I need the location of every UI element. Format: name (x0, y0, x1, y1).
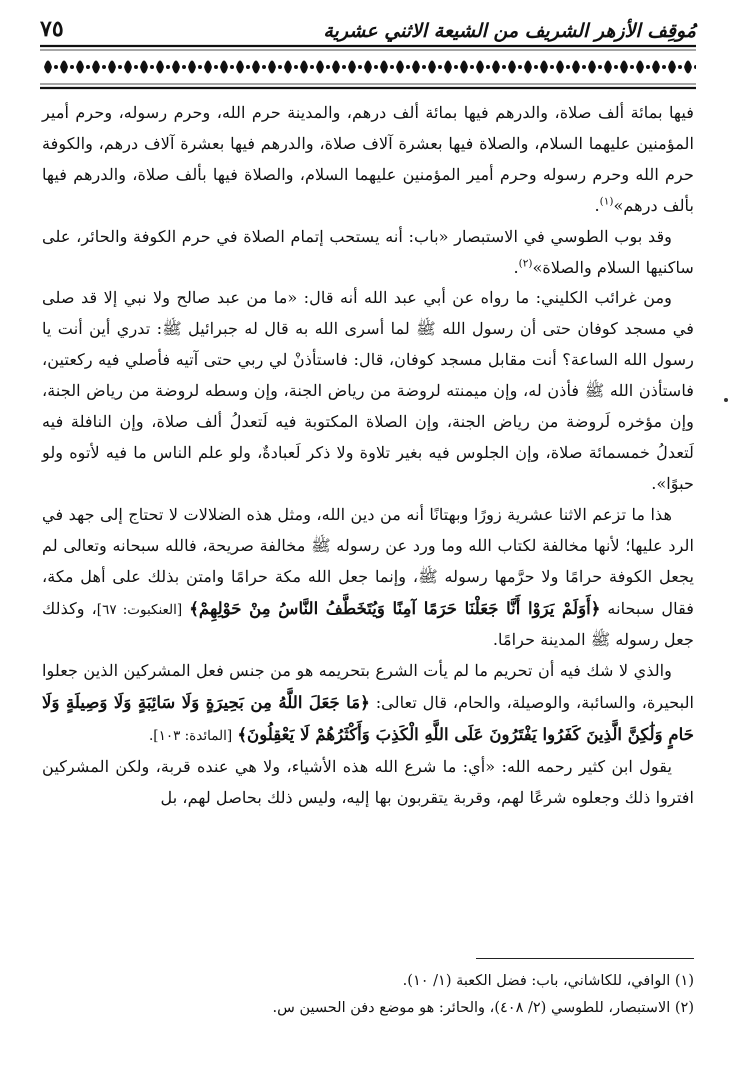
running-title: مُوقِف الأزهر الشريف من الشيعة الاثني عشرية (323, 20, 696, 42)
paragraph-5-text: والذي لا شك فيه أن تحريم ما لم يأت الشرع بتحريمه هو من جنس فعل المشركين الذين جعلوا البحيرة، والسائبة، والوصيلة، والحام، قال تعالى: (42, 661, 694, 713)
paragraph-2: وقد بوب الطوسي في الاستبصار «باب: أنه يستحب إتمام الصلاة في حرم الكوفة والحائر، على ساكنيها السلام والصلاة»$^{(٢)}$. (42, 226, 694, 277)
quran-verse-1: ﴿أَوَلَمْ يَرَوْا أَنَّا جَعَلْنَا حَرَمًا آمِنًا وَيُتَخَطَّفُ النَّاسُ مِنْ حَوْلِهِمْ﴾ (189, 597, 601, 618)
paragraph-5 (42, 656, 694, 752)
footnote-1: (١) الوافي، للكاشاني، باب: فضل الكعبة (١/ ١٠). (402, 973, 694, 989)
footnote-ref-2[interactable]: (٢) (518, 257, 533, 270)
paragraph-1-text: فيها بمائة ألف صلاة، والدرهم فيها بمائة ألف درهم، والمدينة حرم الله، وحرم رسوله، وحرم أمير المؤمنين عليهما السلام، والصلاة فيها بعشرة آلاف صلاة، والدرهم فيها بعشرة آلاف درهم، والكوفة حرم الله وحرم رسوله وحرم أمير المؤمنين عليهما السلام، والصلاة فيها بألف صلاة، والدرهم فيها بألف درهم» (42, 103, 694, 215)
footnotes (42, 968, 694, 1022)
footnote-ref-1[interactable]: (١) (599, 195, 614, 208)
paragraph-6: يقول ابن كثير رحمه الله: «أي: ما شرع الله هذه الأشياء، ولا هي عنده قربة، ولكن المشركين افتروا ذلك وجعلوه شرعًا لهم، وقربة يتقربون بها إليه، وليس ذلك بحاصل لهم، بل (42, 757, 694, 807)
paragraph-3: ومن غرائب الكليني: ما رواه عن أبي عبد الله أنه قال: «ما من عبد صالح ولا نبي إلا قد صلى في مسجد كوفان حتى أن رسول الله ﷺ لما أسرى الله به قال له جبرائيل ﷺ: تدري أين أنت يا رسول الله الساعة؟ أنت مقابل مسجد كوفان، قال: فاستأذنْ لي ربي حتى آتيه فأصلي فيه ركعتين، فاستأذن الله ﷺ فأذن له، وإن ميمنته لروضة من رياض الجنة، وإن وسطه لروضة من رياض الجنة، وإن مؤخره لَروضة من رياض الجنة، وإن الصلاة المكتوبة فيه لَتعدلُ ألف صلاة، وإن النافلة فيه لَتعدلُ خمسمائة صلاة، وإن الجلوس فيه بغير تلاوة ولا ذكر لَعبادةٌ، ولو علم الناس ما فيه لأتوه ولو حبوًا». (42, 288, 694, 493)
margin-mark (724, 398, 728, 402)
paragraph-2-text: وقد بوب الطوسي في الاستبصار «باب: أنه يستحب إتمام الصلاة في حرم الكوفة والحائر، على ساكنيها السلام والصلاة» (42, 226, 694, 277)
main-text (42, 98, 694, 814)
quran-verse-2: ﴿مَا جَعَلَ اللَّهُ مِن بَحِيرَةٍ وَلَا سَائِبَةٍ وَلَا وَصِيلَةٍ وَلَا حَامٍ وَلَٰكِنَّ الَّذِينَ كَفَرُوا يَفْتَرُونَ عَلَى اللَّهِ الْكَذِبَ وَأَكْثَرُهُمْ لَا يَعْقِلُونَ﴾ (42, 692, 694, 745)
paragraph-4-text: هذا ما تزعم الاثنا عشرية زورًا وبهتانًا أنه من دين الله، ومثل هذه الضلالات لا تحتاج إلى جهد في الرد عليها؛ لأنها مخالفة لكتاب الله وما ورد عن رسوله ﷺ مخالفة صريحة، فالله سبحانه وتعالى لم يجعل الكوفة حرامًا ولا حرَّمها رسوله ﷺ، وإنما جعل الله مكة حرامًا وامتن بذلك على أهل مكة، فقال سبحانه (42, 504, 695, 618)
page-number: ٧٥ (40, 16, 64, 42)
paragraph-4 (42, 500, 694, 657)
footnote-separator (476, 958, 694, 959)
verse-reference-2: [المائدة: ١٠٣]. (149, 728, 233, 745)
paragraph-4-tail: ، وكذلك جعل رسوله ﷺ المدينة حرامًا. (42, 598, 694, 650)
footnote-2: (٢) الاستبصار، للطوسي (٢/ ٤٠٨)، والحائر: هو موضع دفن الحسين س. (272, 1000, 694, 1016)
header-ornament (40, 44, 696, 90)
page-header (40, 8, 696, 42)
verse-reference-1: [العنكبوت: ٦٧] (96, 601, 183, 618)
paragraph-1: فيها بمائة ألف صلاة، والدرهم فيها بمائة ألف درهم، والمدينة حرم الله، وحرم رسوله، وحرم أمير المؤمنين عليهما السلام، والصلاة فيها بعشرة آلاف صلاة، والدرهم فيها بعشرة آلاف درهم، والكوفة حرم الله وحرم رسوله وحرم أمير المؤمنين عليهما السلام، والصلاة فيها بألف صلاة، والدرهم فيها بألف درهم»$^{(١)}$. (42, 103, 694, 215)
